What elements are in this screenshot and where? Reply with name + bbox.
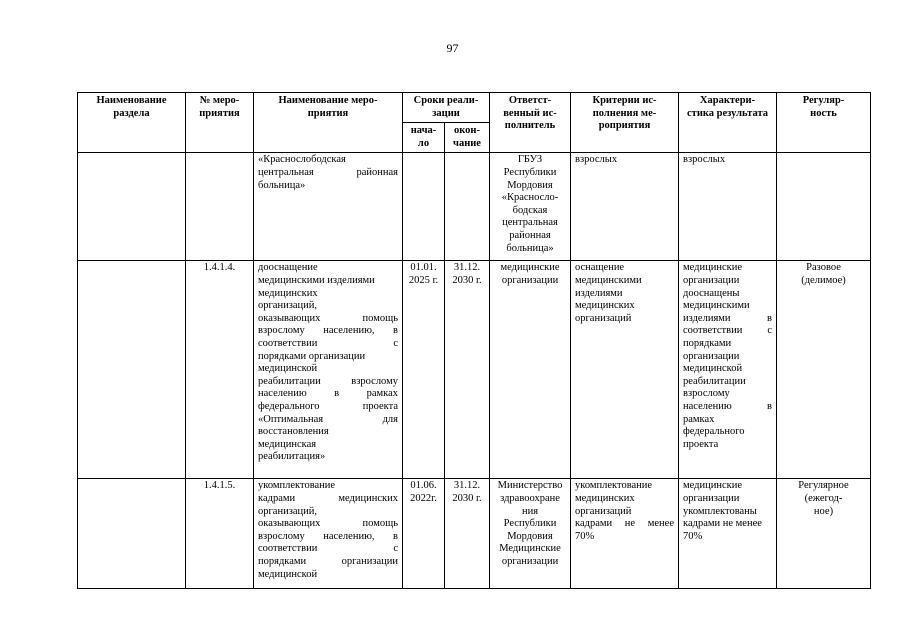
cell-line: медицинской <box>258 363 318 375</box>
cell-regularity <box>777 479 871 589</box>
cell-line: организаций, <box>258 505 317 517</box>
cell-line: центральная районная <box>258 166 398 178</box>
cell-line: медицинских <box>575 492 635 504</box>
cell-line: Мордовия <box>507 530 553 542</box>
cell-end <box>445 479 490 589</box>
header-start: нача- ло <box>403 123 445 153</box>
cell-line: изделиями в <box>683 312 772 324</box>
page-number: 97 <box>446 41 459 55</box>
cell-line: порядками <box>683 337 732 349</box>
cell-line: ГБУЗ <box>517 154 543 166</box>
cell-line: ное) <box>813 505 834 517</box>
cell-line: 31.12. <box>453 262 481 274</box>
cell-line: медицинские <box>683 262 743 274</box>
cell-event-name <box>254 261 403 479</box>
header-section-name: Наименование раздела <box>78 93 186 153</box>
cell-line: медицинскими <box>683 300 750 312</box>
measures-table <box>77 92 871 589</box>
cell-line: организаций <box>575 312 632 324</box>
cell-line: организаций, <box>258 300 317 312</box>
cell-line: организаций <box>575 505 632 517</box>
cell-line: 70% <box>575 530 595 542</box>
cell-event-number <box>186 153 254 261</box>
cell-criteria <box>571 153 679 261</box>
cell-line: рамках <box>683 413 715 425</box>
header-regularity: Регуляр- ность <box>777 93 871 153</box>
cell-line: медицинских <box>575 300 635 312</box>
cell-line: соответствии с <box>258 337 398 349</box>
cell-line: Республики <box>503 166 557 178</box>
cell-line: населению в <box>683 400 772 412</box>
header-event-number: № меро- приятия <box>186 93 254 153</box>
cell-line: Регулярное <box>798 480 849 492</box>
cell-line: порядками организации <box>258 555 398 567</box>
header-end: окон- чание <box>445 123 490 153</box>
cell-section <box>78 479 186 589</box>
cell-line: соответствии с <box>683 325 772 337</box>
cell-executor <box>490 479 571 589</box>
cell-line: оказывающих помощь <box>258 518 398 530</box>
cell-line: реабилитации <box>683 375 746 387</box>
cell-event-name <box>254 479 403 589</box>
cell-line: бодская <box>512 204 548 216</box>
cell-line: районная <box>509 229 551 241</box>
table-row <box>78 153 871 261</box>
cell-line: порядками организации <box>258 350 366 362</box>
cell-line: (делимое) <box>801 274 846 286</box>
cell-line: медицинские <box>500 262 560 274</box>
cell-line: 2030 г. <box>452 274 482 286</box>
cell-line: 01.06. <box>410 480 437 492</box>
cell-line: укомплектование <box>258 480 336 492</box>
table-row <box>78 479 871 589</box>
cell-line: взрослому населению, в <box>258 530 398 542</box>
cell-line: (ежегод- <box>804 492 843 504</box>
cell-line: укомплектованы <box>683 505 757 517</box>
cell-section <box>78 153 186 261</box>
cell-line: взрослых <box>683 154 726 166</box>
cell-line: центральная <box>502 217 558 229</box>
cell-line: больница» <box>258 179 306 191</box>
cell-line: ния <box>521 505 539 517</box>
cell-start <box>403 153 445 261</box>
cell-line: «Краснослo- <box>501 192 559 204</box>
cell-line: здравоохране <box>500 492 560 504</box>
cell-section <box>78 261 186 479</box>
cell-line: дооснащение <box>258 262 318 274</box>
cell-criteria <box>571 261 679 479</box>
cell-line: Медицинские <box>499 543 561 555</box>
cell-line: кадрами не менее <box>575 518 674 530</box>
cell-line: укомплектование <box>575 480 653 492</box>
cell-line: 01.01. <box>410 262 437 274</box>
cell-result <box>679 479 777 589</box>
table-row <box>78 261 871 479</box>
header-criteria: Критерии ис- полнения ме- роприятия <box>571 93 679 153</box>
cell-line: населению в рамках <box>258 388 398 400</box>
cell-line: реабилитация» <box>258 451 326 463</box>
cell-line: восстановления <box>258 426 329 438</box>
cell-line: кадрами медицинских <box>258 492 398 504</box>
cell-executor <box>490 261 571 479</box>
cell-line: Министерство <box>497 480 563 492</box>
cell-regularity <box>777 153 871 261</box>
cell-line: 70% <box>683 530 703 542</box>
header-result: Характери- стика результата <box>679 93 777 153</box>
cell-line: взрослых <box>575 154 618 166</box>
cell-end <box>445 261 490 479</box>
cell-line: Разовое <box>806 262 841 274</box>
header-event-name: Наименование меро- приятия <box>254 93 403 153</box>
cell-line: медицинские <box>683 480 743 492</box>
cell-start <box>403 261 445 479</box>
cell-line: оказывающих помощь <box>258 312 398 324</box>
cell-line: медицинской <box>683 363 743 375</box>
cell-result <box>679 261 777 479</box>
cell-line: организации <box>501 274 559 286</box>
cell-line: «Оптимальная для <box>258 413 398 425</box>
cell-line: организации <box>683 274 740 286</box>
cell-line: организации <box>501 555 559 567</box>
cell-end <box>445 153 490 261</box>
header-executor: Ответст- венный ис- полнитель <box>490 93 571 153</box>
cell-line: 2030 г. <box>452 492 482 504</box>
cell-line: кадрами не менее <box>683 518 762 530</box>
cell-line: реабилитации взрослому <box>258 375 398 387</box>
cell-line: медицинских <box>258 287 318 299</box>
cell-line: 2022г. <box>410 492 437 504</box>
cell-line: организации <box>683 350 740 362</box>
cell-line: 2025 г. <box>408 274 439 286</box>
cell-event-number: 1.4.1.4. <box>186 261 254 479</box>
cell-event-number: 1.4.1.5. <box>186 479 254 589</box>
cell-line: больница» <box>506 242 554 254</box>
cell-line: взрослому населению, в <box>258 325 398 337</box>
header-terms: Сроки реали- зации <box>403 93 490 123</box>
cell-line: медицинской <box>258 568 318 580</box>
cell-line: медицинская <box>258 438 317 450</box>
cell-start <box>403 479 445 589</box>
cell-regularity <box>777 261 871 479</box>
cell-line: федерального <box>683 426 745 438</box>
cell-event-name <box>254 153 403 261</box>
cell-line: Республики <box>503 518 557 530</box>
cell-line: взрослому <box>683 388 730 400</box>
cell-line: медицинскими <box>575 274 642 286</box>
cell-line: медицинскими изделиями <box>258 274 375 286</box>
cell-executor <box>490 153 571 261</box>
cell-criteria <box>571 479 679 589</box>
cell-line: дооснащены <box>683 287 740 299</box>
cell-line: оснащение <box>575 262 625 274</box>
cell-result <box>679 153 777 261</box>
cell-line: организации <box>683 492 740 504</box>
cell-line: 31.12. <box>453 480 481 492</box>
cell-line: «Краснослободская <box>258 154 346 166</box>
cell-line: федерального проекта <box>258 400 398 412</box>
cell-line: соответствии с <box>258 543 398 555</box>
cell-line: проекта <box>683 438 719 450</box>
cell-line: Мордовия <box>507 179 553 191</box>
cell-line: изделиями <box>575 287 623 299</box>
